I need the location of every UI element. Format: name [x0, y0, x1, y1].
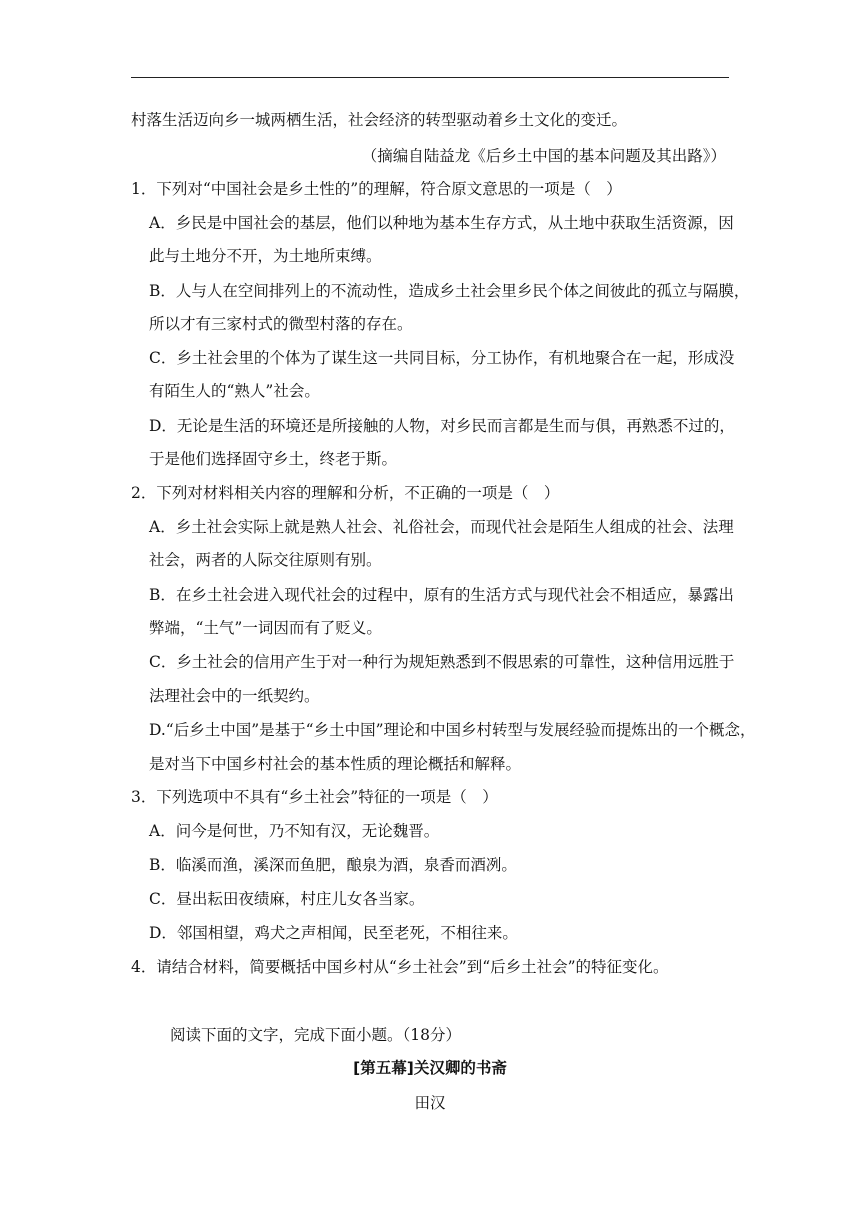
source-citation: （摘编自陆益龙《后乡土中国的基本问题及其出路》） [361, 147, 726, 165]
q3-option-c: C．昼出耘田夜绩麻，村庄儿女各当家。 [149, 890, 425, 908]
q3-option-a: A．问今是何世，乃不知有汉，无论魏晋。 [149, 822, 440, 840]
q1-option-a-cont: 此与土地分不开，为土地所束缚。 [149, 247, 382, 265]
section-title: [第五幕]关汉卿的书斋 [353, 1059, 507, 1077]
q1-option-c: C．乡土社会里的个体为了谋生这一共同目标，分工协作，有机地聚合在一起，形成没 [149, 349, 735, 367]
intro-text: 村落生活迈向乡一城两栖生活，社会经济的转型驱动着乡土文化的变迁。 [131, 111, 628, 129]
q1-option-c-cont: 有陌生人的“熟人”社会。 [149, 382, 320, 400]
reading-instruction: 阅读下面的文字，完成下面小题。（18分） [170, 1026, 461, 1044]
question-2-stem: 2．下列对材料相关内容的理解和分析，不正确的一项是（ ） [131, 484, 560, 502]
q1-option-a: A．乡民是中国社会的基层，他们以种地为基本生存方式，从土地中获取生活资源，因 [149, 214, 734, 232]
section-author: 田汉 [414, 1094, 446, 1112]
question-1-stem: 1．下列对“中国社会是乡土性的”的理解，符合原文意思的一项是（ ） [131, 180, 622, 198]
q2-option-c-cont: 法理社会中的一纸契约。 [149, 687, 320, 705]
q3-option-d: D．邻国相望，鸡犬之声相闻，民至老死，不相往来。 [149, 924, 518, 942]
q2-option-d: D.“后乡土中国”是基于“乡土中国”理论和中国乡村转型与发展经验而提炼出的一个概念， [149, 721, 756, 739]
question-4-stem: 4．请结合材料，简要概括中国乡村从“乡土社会”到“后乡土社会”的特征变化。 [131, 958, 669, 976]
q2-option-b-cont: 弊端，“土气”一词因而有了贬义。 [149, 619, 382, 637]
q1-option-b: B．人与人在空间排列上的不流动性，造成乡土社会里乡民个体之间彼此的孤立与隔膜， [149, 282, 750, 300]
q2-option-a: A．乡土社会实际上就是熟人社会、礼俗社会，而现代社会是陌生人组成的社会、法理 [149, 518, 734, 536]
q1-option-b-cont: 所以才有三家村式的微型村落的存在。 [149, 315, 413, 333]
header-rule [131, 77, 729, 78]
q2-option-b: B．在乡土社会进入现代社会的过程中，原有的生活方式与现代社会不相适应，暴露出 [149, 586, 734, 604]
question-3-stem: 3．下列选项中不具有“乡土社会”特征的一项是（ ） [131, 788, 498, 806]
q2-option-d-cont: 是对当下中国乡村社会的基本性质的理论概括和解释。 [149, 755, 522, 773]
q1-option-d-cont: 于是他们选择固守乡土，终老于斯。 [149, 450, 398, 468]
q1-option-d: D．无论是生活的环境还是所接触的人物，对乡民而言都是生而与俱，再熟悉不过的， [149, 417, 735, 435]
q2-option-a-cont: 社会，两者的人际交往原则有别。 [149, 551, 382, 569]
q2-option-c: C．乡土社会的信用产生于对一种行为规矩熟悉到不假思索的可靠性，这种信用远胜于 [149, 653, 735, 671]
q3-option-b: B．临溪而渔，溪深而鱼肥，酿泉为酒，泉香而酒冽。 [149, 856, 517, 874]
